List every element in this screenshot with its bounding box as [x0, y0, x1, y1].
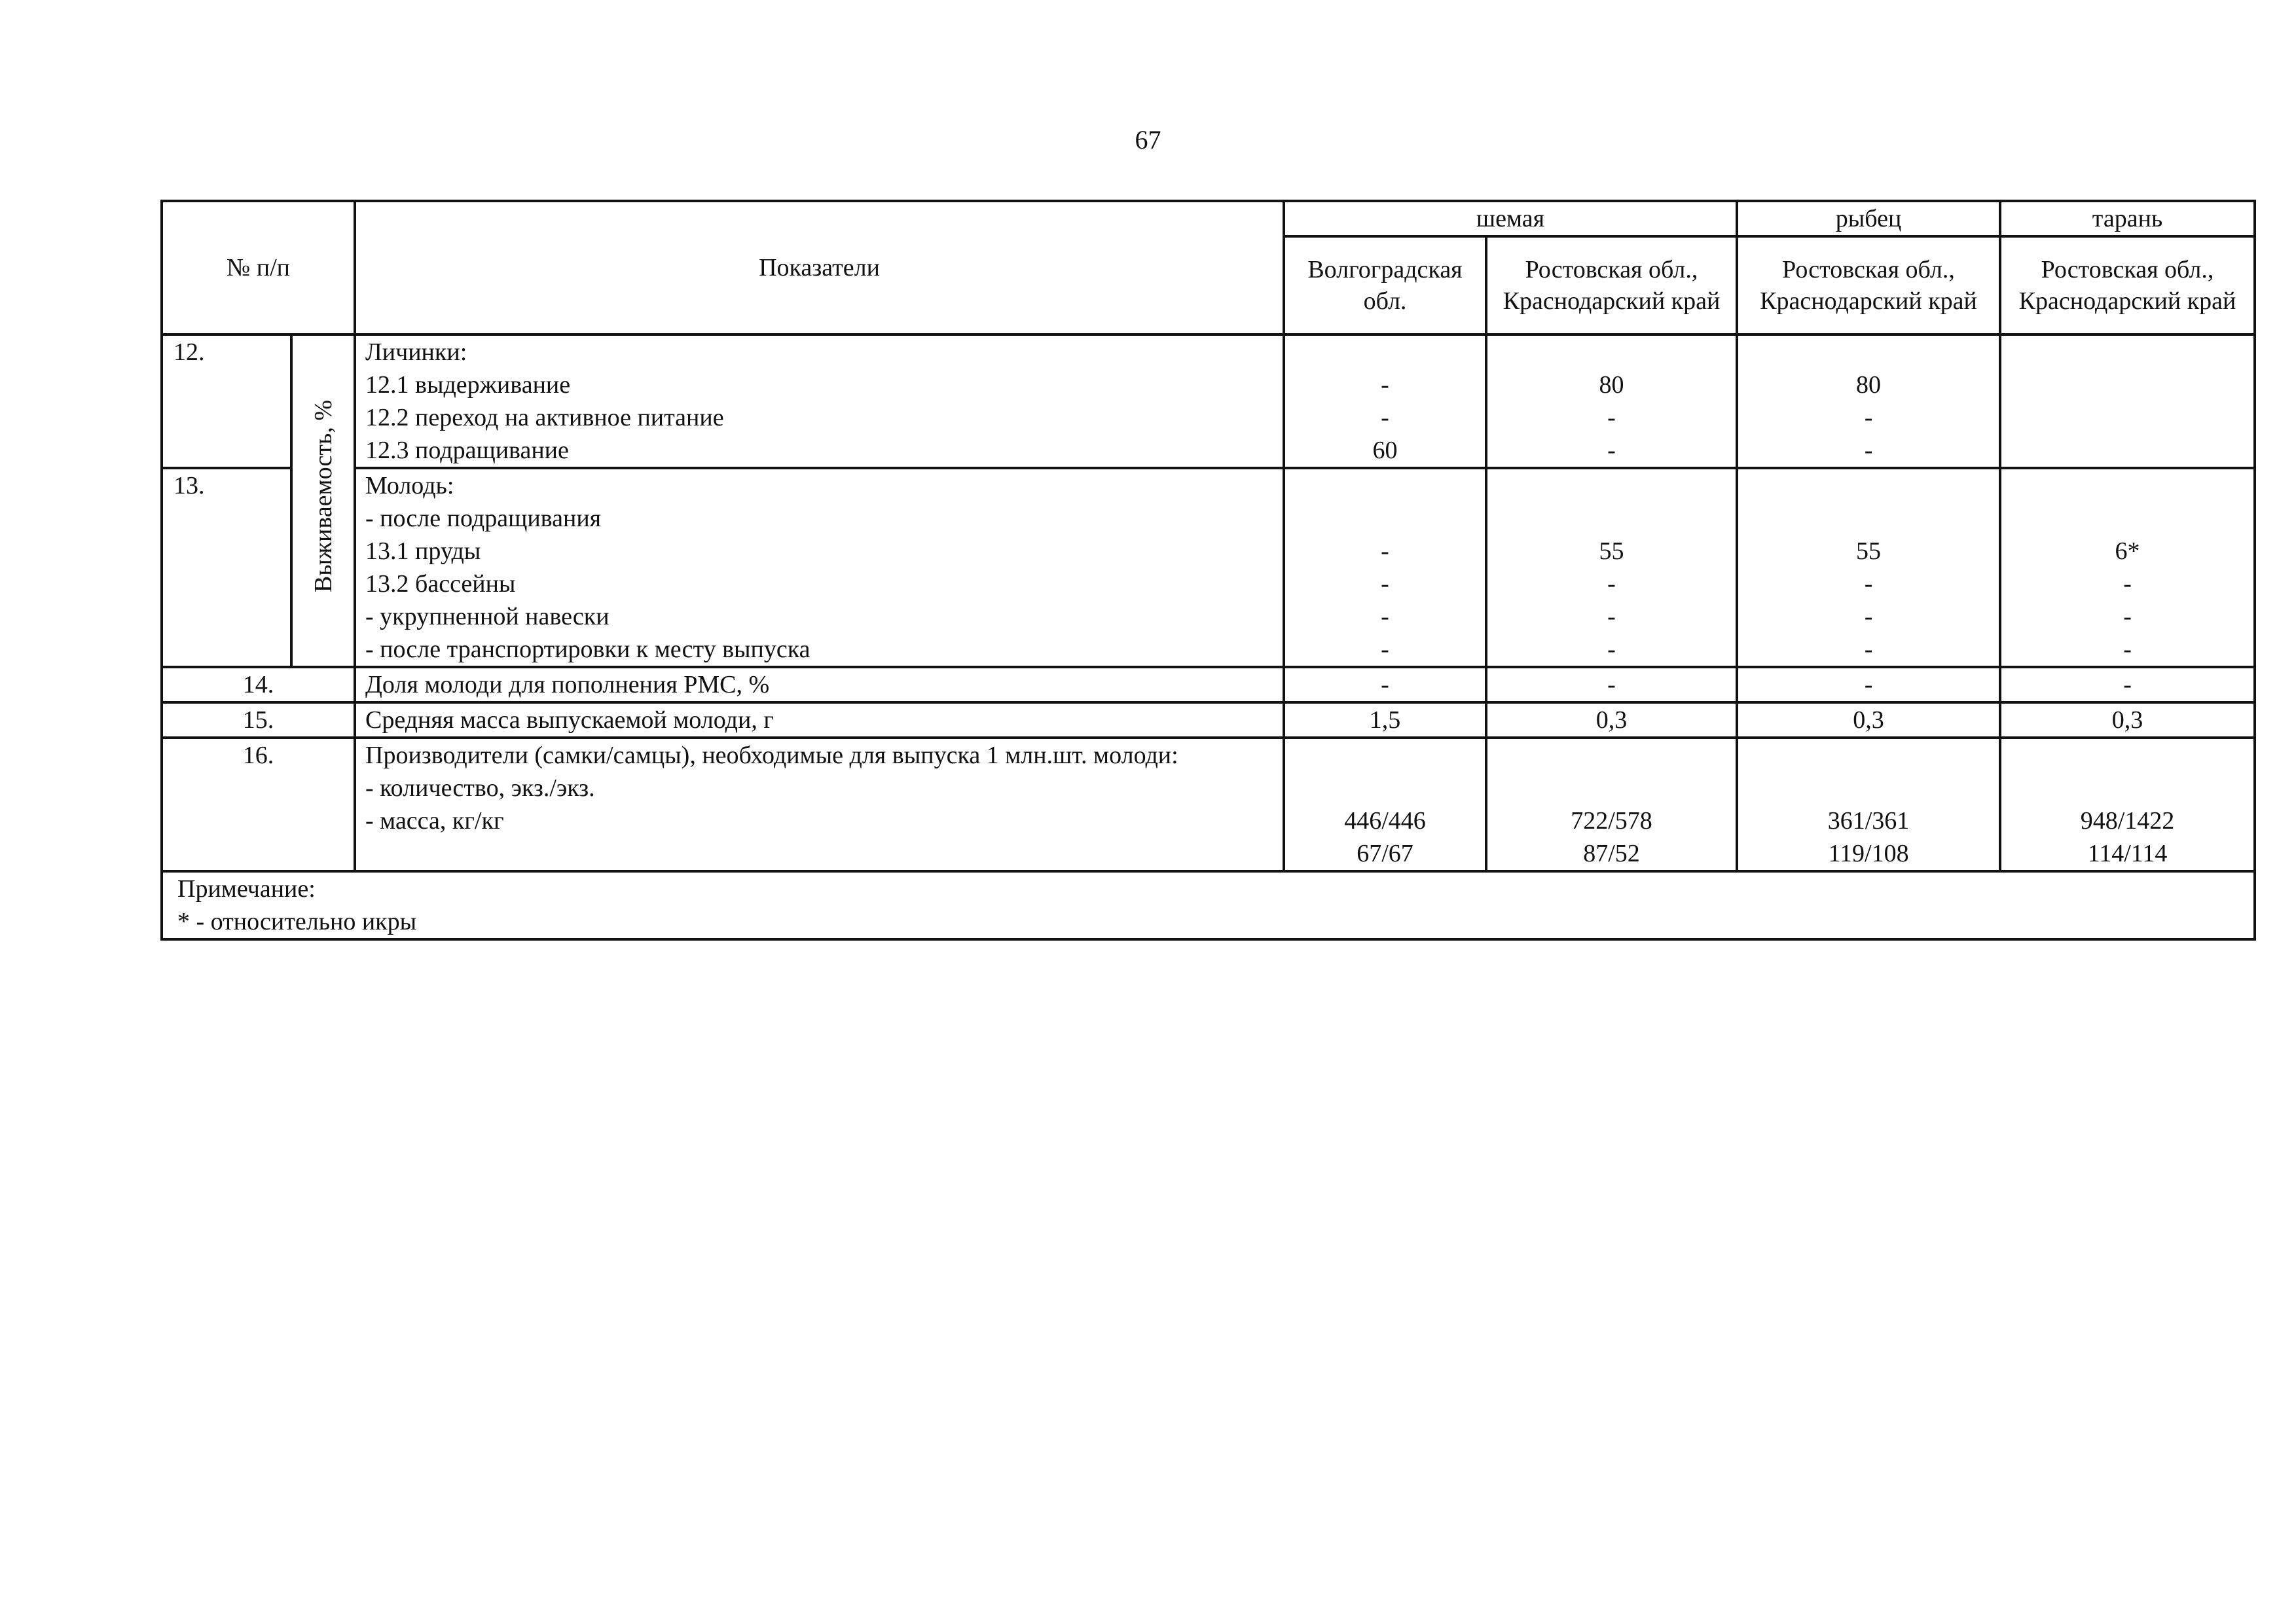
- value-cell: [2000, 738, 2255, 871]
- note-cell: [162, 871, 2255, 939]
- header-indicator: Показатели: [355, 201, 1284, 334]
- indicator-line: 12.2 переход на активное питание: [365, 404, 724, 431]
- indicator-cell: [355, 334, 1284, 468]
- table-row-15: [162, 702, 2255, 738]
- value: 114/114: [2087, 840, 2168, 867]
- value: 80: [1599, 371, 1624, 399]
- table-row-14: [162, 667, 2255, 702]
- value: [1497, 336, 1726, 369]
- value: -: [2123, 603, 2132, 630]
- value: -: [1864, 603, 1873, 630]
- value-cell: [2000, 468, 2255, 667]
- row-number: 15.: [162, 702, 355, 738]
- value: 6*: [2115, 537, 2140, 565]
- value: 55: [1856, 537, 1882, 565]
- value: 80: [1856, 371, 1882, 399]
- header-region-1: Волгоградская обл.: [1284, 236, 1486, 334]
- indicator-cell: Доля молоди для пополнения РМС, %: [355, 667, 1284, 702]
- value: -: [1607, 570, 1616, 598]
- value: 0,3: [2000, 702, 2255, 738]
- value-cell: [1737, 738, 2000, 871]
- indicator-line: Личинки:: [365, 338, 467, 366]
- indicator-line: - укрупненной навески: [365, 603, 610, 630]
- indicator-cell: [355, 738, 1284, 871]
- value: -: [1381, 404, 1389, 431]
- value: -: [1864, 570, 1873, 598]
- survival-label: Выживаемость, %: [309, 400, 337, 593]
- value: 60: [1372, 437, 1398, 464]
- header-row-species: [162, 201, 2255, 236]
- value: 55: [1599, 537, 1624, 565]
- value: -: [1607, 603, 1616, 630]
- indicator-line: - после транспортировки к месту выпуска: [365, 636, 811, 663]
- value: [1747, 336, 1990, 369]
- data-table: [160, 200, 2256, 941]
- row-number: 12.: [162, 334, 291, 468]
- header-region-2: Ростовская обл., Краснодарский край: [1486, 236, 1737, 334]
- value: [2011, 336, 2244, 369]
- value: -: [1381, 371, 1389, 399]
- value: 446/446: [1344, 807, 1426, 835]
- value: [1747, 469, 1990, 502]
- value: -: [1381, 636, 1389, 663]
- header-species-taran: тарань: [2000, 201, 2255, 236]
- value-cell: [1284, 738, 1486, 871]
- value: 67/67: [1357, 840, 1413, 867]
- value-cell: [1486, 334, 1737, 468]
- page-number: 67: [1135, 125, 1161, 154]
- header-species-rybets: рыбец: [1737, 201, 2000, 236]
- value: -: [1381, 537, 1389, 565]
- value-cell: [1284, 334, 1486, 468]
- indicator-line: 13.2 бассейны: [365, 570, 516, 598]
- row-number: 16.: [162, 738, 355, 871]
- value: [1294, 469, 1476, 502]
- value: -: [1607, 404, 1616, 431]
- table-row-12: [162, 334, 2255, 468]
- value: 948/1422: [2080, 807, 2175, 835]
- value: -: [2123, 570, 2132, 598]
- table-row-13: [162, 468, 2255, 667]
- value: [2011, 369, 2244, 401]
- indicator-line: - масса, кг/кг: [365, 807, 504, 835]
- value: 87/52: [1583, 840, 1640, 867]
- value: 722/578: [1571, 807, 1652, 835]
- value: -: [1864, 404, 1873, 431]
- value: [2011, 469, 2244, 502]
- indicator-cell: Средняя масса выпускаемой молоди, г: [355, 702, 1284, 738]
- data-table-container: [160, 200, 2236, 941]
- value-cell: [1486, 468, 1737, 667]
- value: -: [1607, 636, 1616, 663]
- value: -: [1864, 636, 1873, 663]
- header-species-shemaya: шемая: [1284, 201, 1737, 236]
- header-num: № п/п: [162, 201, 355, 334]
- value: 361/361: [1827, 807, 1910, 835]
- note-title: Примечание:: [177, 875, 316, 903]
- value: 119/108: [1828, 840, 1909, 867]
- value: -: [1486, 667, 1737, 702]
- indicator-line: - после подращивания: [365, 505, 602, 532]
- note-row: [162, 871, 2255, 939]
- indicator-line: 12.3 подращивание: [365, 437, 569, 464]
- indicator-cell: [355, 468, 1284, 667]
- value: [2011, 401, 2244, 434]
- value: [1294, 336, 1476, 369]
- value: [2011, 502, 2244, 535]
- table-row-16: [162, 738, 2255, 871]
- row-number: 14.: [162, 667, 355, 702]
- value: 0,3: [1486, 702, 1737, 738]
- value: -: [1381, 603, 1389, 630]
- value: [1497, 469, 1726, 502]
- value-cell: [1737, 468, 2000, 667]
- value: -: [2123, 636, 2132, 663]
- value: [1747, 502, 1990, 535]
- value-cell: [1486, 738, 1737, 871]
- header-region-3: Ростовская обл., Краснодарский край: [1737, 236, 2000, 334]
- value: -: [2000, 667, 2255, 702]
- value: [1294, 502, 1476, 535]
- value: 1,5: [1284, 702, 1486, 738]
- value: [2011, 434, 2244, 467]
- value: 0,3: [1737, 702, 2000, 738]
- indicator-line: 12.1 выдерживание: [365, 371, 571, 399]
- indicator-line: Производители (самки/самцы), необходимые для выпуска 1 млн.шт. молоди:: [365, 742, 1178, 769]
- indicator-line: - количество, экз./экз.: [365, 774, 595, 802]
- value: -: [1284, 667, 1486, 702]
- header-region-4: Ростовская обл., Краснодарский край: [2000, 236, 2255, 334]
- value: -: [1381, 570, 1389, 598]
- note-text: * - относительно икры: [177, 908, 417, 935]
- indicator-line: 13.1 пруды: [365, 537, 481, 565]
- value: -: [1607, 437, 1616, 464]
- value: [1497, 502, 1726, 535]
- survival-label-cell: [291, 334, 355, 667]
- value-cell: [1284, 468, 1486, 667]
- value-cell: [1737, 334, 2000, 468]
- row-number: 13.: [162, 468, 291, 667]
- value: -: [1737, 667, 2000, 702]
- indicator-line: Молодь:: [365, 472, 454, 499]
- value: -: [1864, 437, 1873, 464]
- value-cell: [2000, 334, 2255, 468]
